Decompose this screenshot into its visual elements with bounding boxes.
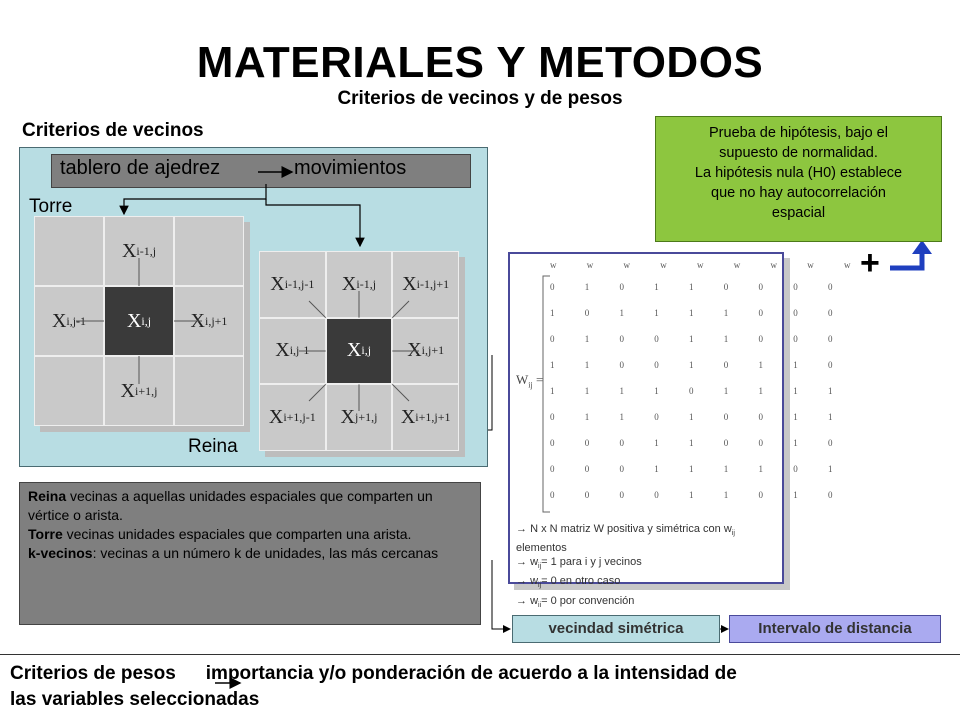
hypothesis-line-3: La hipótesis nula (H0) establece: [694, 165, 903, 181]
reina-term: Reina: [28, 488, 67, 504]
queen-label: Reina: [188, 436, 238, 457]
matrix-bracket: [540, 274, 552, 514]
weights-criteria-label: Criterios de pesos: [10, 663, 176, 684]
torre-definition: vecinas unidades espaciales que comparten una arista.: [62, 526, 412, 542]
grid-cell: X i,j+1: [392, 318, 459, 385]
rook-label: Torre: [29, 196, 73, 217]
hypothesis-box: [655, 116, 942, 242]
matrix-row: 0 0 0 0 1 1 0 1 0: [550, 490, 847, 500]
matrix-row: 0 1 0 1 1 0 0 0 0: [550, 282, 847, 292]
grid-cell: X i,j: [104, 286, 174, 356]
matrix-row: 1 0 1 1 1 1 0 0 0: [550, 308, 847, 318]
rook-grid: [34, 216, 244, 426]
hypothesis-line-4: que no hay autocorrelación: [711, 185, 886, 201]
page-subtitle: Criterios de vecinos y de pesos: [337, 88, 623, 109]
grid-links: [259, 251, 459, 451]
torre-arrow: [124, 184, 266, 214]
matrix-row: 0 0 0 1 1 1 1 0 1: [550, 464, 847, 474]
matrix-header-row: w w w w w w w w w: [550, 260, 865, 270]
movements-label: movimientos: [294, 157, 407, 179]
matrix-row: 0 1 1 0 1 0 0 1 1: [550, 412, 847, 422]
k-neighbors-definition: : vecinas a un número k de unidades, las más cercanas: [92, 545, 439, 561]
weights-criteria-box: [0, 654, 960, 720]
grid-links: [34, 216, 244, 426]
matrix-row: 0 1 0 0 1 1 0 0 0: [550, 334, 847, 344]
queen-grid: [259, 251, 459, 451]
hypothesis-line-5: espacial: [771, 205, 826, 221]
weights-criteria-detail: importancia y/o ponderación de acuerdo a la intensidad de: [205, 663, 737, 684]
plus-sign: +: [860, 244, 880, 282]
grid-cell: X i,j-1: [34, 286, 104, 356]
grid-cell: X i-1,j-1: [259, 251, 326, 318]
matrix-bullets: → N x N matriz W positiva y simétrica con $w_{ij}$ elementos → $w_{ij}= 1$ para i y j vecinos → $w_{ij}= 0$ en otro caso → $w_{ii}= 0$ por convención: [516, 523, 735, 609]
neighbors-heading: Criterios de vecinos: [22, 120, 204, 141]
neighbor-definitions-box: [19, 482, 481, 625]
grid-cell: X i-1,j: [104, 216, 174, 286]
weight-matrix-document: [508, 252, 865, 609]
symmetric-neighborhood-box: vecindad simétrica: [512, 615, 720, 643]
hypothesis-line-1: Prueba de hipótesis, bajo el: [709, 125, 888, 141]
grid-cell: X i,j: [326, 318, 393, 385]
matrix-w-label: $W_{ij}$ =: [516, 372, 544, 390]
reina-arrow: [266, 199, 360, 246]
grid-cell: X i+1,j: [104, 356, 174, 426]
page-title: MATERIALES Y METODOS: [196, 38, 764, 87]
reina-definition: vecinas a aquellas unidades espaciales que comparten un vértice o arista.: [28, 488, 433, 523]
weights-criteria-line2: las variables seleccionadas: [10, 689, 260, 710]
grid-cell: X i-1,j+1: [392, 251, 459, 318]
grid-cell: X i,j+1: [174, 286, 244, 356]
distance-interval-box: Intervalo de distancia: [729, 615, 941, 643]
grid-cell: X i+1,j-1: [259, 384, 326, 451]
matrix-row: 1 1 1 1 0 1 1 1 1: [550, 386, 847, 396]
torre-term: Torre: [28, 526, 63, 542]
grid-cell: X i-1,j: [326, 251, 393, 318]
matrix-row: 0 0 0 1 1 0 0 1 0: [550, 438, 847, 448]
bent-arrow-icon: [890, 252, 922, 268]
k-neighbors-term: k-vecinos: [28, 545, 93, 561]
grid-cell: X j+1,j: [326, 384, 393, 451]
hypothesis-line-2: supuesto de normalidad.: [719, 145, 878, 161]
matrix-row: 1 1 0 0 1 0 1 1 0: [550, 360, 847, 370]
chessboard-label: tablero de ajedrez: [60, 157, 221, 179]
grid-cell: X i+1,j+1: [392, 384, 459, 451]
grid-cell: X i,j-1: [259, 318, 326, 385]
